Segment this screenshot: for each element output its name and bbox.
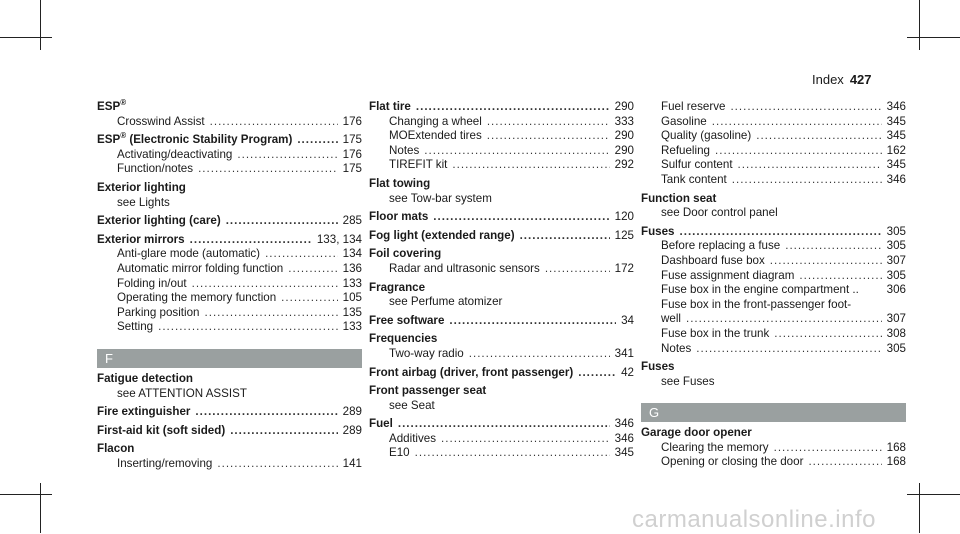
dot-leader [545,262,610,277]
page-ref: 133 [342,276,362,290]
dot-leader [190,233,312,248]
entry-text: TIREFIT kit [389,158,448,172]
entry-text: Fuse box in the front-passenger foot- [661,297,852,311]
index-heading [97,424,362,439]
index-heading [97,442,362,457]
dot-leader [770,254,882,269]
entry-text: Crosswind Assist [117,114,205,128]
registered-mark: ® [120,131,127,141]
entry-text: ESP® [97,98,127,113]
page-ref: 285 [342,214,362,228]
index-subentry [97,387,362,402]
entry-text: Additives [389,431,437,445]
page-ref: 345 [886,158,906,172]
crop-mark [919,483,920,533]
index-subentry [369,262,634,277]
page-ref: 34 [621,313,634,327]
entry-text: Before replacing a fuse [661,239,781,253]
entry-text: Sulfur content [661,158,733,172]
entry-text: First-aid kit (soft sided) [97,423,226,437]
entry-text: E10 [389,446,410,460]
index-subentry [97,262,362,277]
page-ref: 290 [614,129,634,143]
entry-text: Opening or closing the door [661,455,804,469]
page-ref: 346 [614,431,634,445]
index-subentry [641,100,906,115]
dot-leader [297,133,337,148]
entry-text: see Perfume atomizer [389,295,503,309]
index-heading [369,384,634,399]
entry-text: Floor mats [369,210,429,224]
page-ref: 172 [614,261,634,275]
page-number: 427 [849,72,872,87]
entry-text: see Seat [389,398,435,412]
index-subentry [641,129,906,144]
page-ref: 176 [342,114,362,128]
index-subentry [369,129,634,144]
crop-mark [907,37,960,38]
index-subentry [641,327,906,342]
dot-leader [217,457,337,472]
entry-text: Flat tire [369,100,411,113]
entry-text: Folding in/out [117,276,187,290]
dot-leader [774,327,881,342]
entry-text: Front airbag (driver, front passenger) [369,365,574,379]
page-ref: 341 [614,346,634,360]
entry-text: Free software [369,313,445,327]
page-ref: 42 [621,365,634,379]
index-heading [369,417,634,432]
entry-text: Flacon [97,442,135,456]
index-subentry [97,320,362,335]
section-letter-bar: G [641,403,906,422]
dot-leader [756,129,881,144]
entry-text: Setting [117,320,154,334]
index-subentry [369,399,634,414]
registered-mark: ® [120,98,127,108]
dot-leader [433,210,609,225]
dot-leader [730,100,881,115]
crop-mark [40,483,41,533]
index-heading [369,100,634,115]
dot-leader [696,342,881,357]
index-heading [369,281,634,296]
dot-leader [288,262,337,277]
dot-leader [265,247,338,262]
index-heading [97,233,362,248]
page-ref: 133, 134 [316,232,362,246]
page-ref: 175 [342,133,362,147]
index-heading [97,100,362,115]
entry-text: Dashboard fuse box [661,253,765,267]
entry-text: Inserting/removing [117,456,213,470]
entry-text: Garage door opener [641,426,752,440]
dot-leader [469,347,610,362]
page-ref: 345 [886,114,906,128]
index-subentry [641,375,906,390]
dot-leader [230,424,337,439]
page-ref: 168 [886,455,906,469]
page-ref: 168 [886,440,906,454]
page-ref: 305 [886,224,906,238]
index-column-1 [97,100,362,471]
index-subentry [641,115,906,130]
entry-text: Foil covering [369,247,442,261]
index-subentry [369,446,634,461]
index-heading [641,426,906,441]
dot-leader [799,269,881,284]
dot-leader [449,314,616,329]
crop-mark [907,494,960,495]
header-label: Index [812,72,844,87]
entry-text: Refueling [661,143,710,157]
dot-leader [158,320,338,335]
index-heading [97,405,362,420]
dot-leader [808,455,881,470]
entry-text: Fire extinguisher [97,405,191,419]
entry-text: Notes [661,341,692,355]
entry-text: Quality (gasoline) [661,129,752,143]
page-ref: 346 [614,417,634,431]
dot-leader [424,144,609,159]
entry-text: MOExtended tires [389,129,482,143]
entry-text: Fuses [641,224,675,238]
page-ref: 307 [886,312,906,326]
dot-leader [226,214,338,229]
entry-text: Anti-glare mode (automatic) [117,247,261,261]
entry-text: Exterior mirrors [97,232,185,246]
dot-leader [398,417,610,432]
entry-text: see Lights [117,195,170,209]
entry-text: Parking position [117,305,200,319]
dot-leader [441,432,610,447]
index-heading [97,372,362,387]
index-subentry [97,196,362,211]
page-ref: 289 [342,423,362,437]
index-heading [369,314,634,329]
dot-leader [416,100,610,115]
entry-text: Operating the memory function [117,291,277,305]
page-header [812,72,872,87]
index-heading [641,225,906,240]
entry-text: Gasoline [661,114,707,128]
dot-leader [738,158,882,173]
index-heading [369,366,634,381]
index-heading [369,332,634,347]
page-ref: 306 [886,283,906,297]
index-subentry [369,192,634,207]
dot-leader [205,306,338,321]
page-ref: 292 [614,158,634,172]
index-subentry [641,158,906,173]
crop-mark [40,0,41,50]
index-subentry [97,115,362,130]
index-subentry [369,347,634,362]
index-subentry [369,432,634,447]
page-ref: 290 [614,143,634,157]
page-ref: 105 [342,291,362,305]
crop-mark [0,37,52,38]
index-subentry [641,298,906,313]
index-subentry [369,144,634,159]
page-ref: 125 [614,228,634,242]
page-ref: 305 [886,239,906,253]
entry-text: Activating/deactivating [117,147,233,161]
entry-text: see Door control panel [661,206,778,220]
dot-leader [520,229,610,244]
page-ref: 135 [342,305,362,319]
section-letter-bar: F [97,349,362,368]
index-subentry [97,162,362,177]
page-ref: 290 [614,100,634,113]
entry-text: Clearing the memory [661,440,769,454]
page-ref: 346 [886,172,906,186]
entry-text: Fog light (extended range) [369,228,515,242]
index-subentry [97,291,362,306]
entry-text: Exterior lighting (care) [97,214,221,228]
index-subentry [641,206,906,221]
index-subentry [641,239,906,254]
entry-text: well [661,312,681,326]
page-ref: 305 [886,341,906,355]
entry-text: Changing a wheel [389,114,482,128]
index-column-2 [369,100,634,461]
dot-leader [487,115,610,130]
index-heading [641,192,906,207]
page-ref: 307 [886,253,906,267]
crop-mark [0,494,52,495]
dot-leader [686,312,882,327]
page-ref: 134 [342,247,362,261]
dot-leader [198,162,338,177]
dot-leader [712,115,882,130]
index-subentry [641,173,906,188]
dot-leader [192,277,338,292]
entry-text: Fuel reserve [661,100,726,113]
index-subentry [97,457,362,472]
entry-text: Notes [389,143,420,157]
page-ref: 141 [342,456,362,470]
entry-text: Front passenger seat [369,384,487,398]
entry-text: Fuse box in the engine compartment .. [661,283,859,297]
page-ref: 346 [886,100,906,113]
index-subentry [369,295,634,310]
entry-text: Radar and ultrasonic sensors [389,261,540,275]
dot-leader [680,225,882,240]
index-heading [369,247,634,262]
crop-mark [919,0,920,50]
page-ref: 136 [342,261,362,275]
entry-text: Function seat [641,191,717,205]
page-ref: 333 [614,114,634,128]
page-ref: 345 [886,129,906,143]
page-ref: 133 [342,320,362,334]
index-heading [97,133,362,148]
watermark: carmanualsonline.info [632,506,876,533]
index-heading [369,177,634,192]
page-ref: 305 [886,268,906,282]
index-column-3 [641,100,906,470]
dot-leader [237,148,337,163]
dot-leader [715,144,882,159]
index-subentry [641,441,906,456]
index-heading [369,229,634,244]
entry-text: see Tow-bar system [389,191,492,205]
index-subentry [97,277,362,292]
dot-leader [774,441,882,456]
dot-leader [452,158,609,173]
index-subentry [641,283,906,298]
index-heading [97,181,362,196]
page-ref: 175 [342,162,362,176]
dot-leader [210,115,338,130]
page-ref: 120 [614,210,634,224]
dot-leader [732,173,882,188]
index-subentry [641,312,906,327]
entry-text: Fatigue detection [97,371,193,385]
dot-leader [578,366,616,381]
index-heading [97,214,362,229]
dot-leader [487,129,610,144]
entry-text: Two-way radio [389,346,464,360]
index-subentry [641,342,906,357]
entry-text: Function/notes [117,162,194,176]
index-subentry [369,158,634,173]
page-ref: 289 [342,405,362,419]
entry-text: Fuel [369,417,393,431]
dot-leader [195,405,337,420]
entry-text: Flat towing [369,176,431,190]
entry-text: Fuse assignment diagram [661,268,795,282]
index-heading [369,210,634,225]
entry-text: Fuse box in the trunk [661,326,770,340]
entry-text: see Fuses [661,374,715,388]
index-subentry [369,115,634,130]
index-subentry [97,247,362,262]
index-subentry [97,148,362,163]
index-subentry [641,455,906,470]
index-subentry [641,144,906,159]
index-subentry [641,269,906,284]
entry-text: Tank content [661,172,727,186]
dot-leader [281,291,337,306]
dot-leader [785,239,881,254]
page-ref: 176 [342,147,362,161]
index-heading [641,360,906,375]
page-ref: 345 [614,446,634,460]
entry-text: Fragrance [369,280,426,294]
entry-text: Exterior lighting [97,180,186,194]
index-subentry [641,254,906,269]
entry-text: ESP® (Electronic Stability Program) [97,131,293,147]
entry-text: see ATTENTION ASSIST [117,386,247,400]
index-subentry [97,306,362,321]
entry-text: Fuses [641,360,675,374]
page-ref: 308 [886,326,906,340]
entry-text: Frequencies [369,332,438,346]
entry-text: Automatic mirror folding function [117,261,284,275]
page-ref: 162 [886,143,906,157]
dot-leader [415,446,610,461]
